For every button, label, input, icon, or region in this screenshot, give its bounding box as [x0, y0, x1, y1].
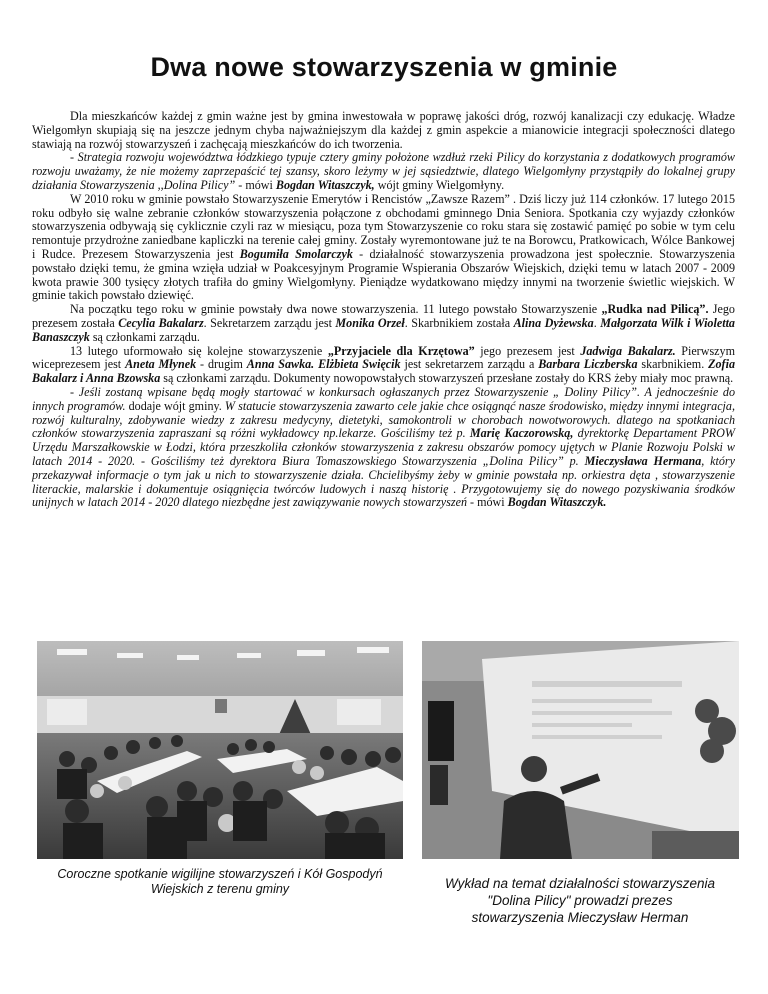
photo-lecture	[422, 641, 739, 859]
text-run: Małgorzata Wilk i Wioletta Banaszczyk	[32, 315, 735, 344]
text-run: Cecylia Bakalarz	[118, 315, 204, 330]
caption-right-line: Wykład na temat działalności stowarzyszenia	[444, 876, 716, 891]
text-run: Barbara Liczberska	[538, 357, 638, 372]
text-run: są członkami zarządu.	[89, 329, 200, 344]
text-run: W statucie stowarzyszenia zawarto cele jakie chce osiągnąć nasze środowisko, między innymi integracja, rozwój kulturalny, zdobywanie wiedzy z zakresu medycyny, dietetyki, samokontroli w chorobach nowotworowych. dlatego na spotkaniach członków stowarzyszenia zapraszani są różni wykładowcy np.lekarze. Gościliśmy też p.	[32, 398, 735, 441]
text-run: . Sekretarzem zarządu jest	[203, 315, 336, 330]
text-run: Jego prezesem została	[32, 302, 735, 330]
text-run: Monika Orzeł	[335, 315, 405, 330]
text-run: Zofia Bakalarz i Anna Bzowska	[32, 357, 735, 386]
text-run: Jadwiga Bakalarz.	[580, 343, 676, 358]
photo-christmas-meeting	[37, 641, 403, 859]
paragraph-quote-strategy	[32, 151, 735, 192]
text-run: . Skarbnikiem została	[404, 315, 514, 330]
text-run: jest sekretarzem zarządu a	[400, 357, 539, 372]
paragraph-zawsze-razem	[32, 193, 735, 303]
text-run: dyrektorkę Departament PROW Urzędu Marszałkowskie w Łodzi, która przeszkoliła członków stowarzyszenia z zakresu obszarów pomocy ujętych w Planie Rozwoju Polski w latach 2014 - 2020. - Gościliśmy też dyrektora Biura Tomaszowskiego Stowarzyszenia „Dolina Pilicy” p.	[32, 426, 735, 468]
text-run: „Przyjaciele dla Krzętowa”	[327, 343, 475, 358]
text-run: Bogumiła Smolarczyk	[239, 246, 353, 261]
text-run: są członkami zarządu. Dokumenty nowopowstałych stowarzyszeń przesłane zostały do KRS żeby miały moc prawną.	[160, 371, 734, 386]
text-run: Bogdan Witaszczyk.	[507, 495, 607, 510]
text-run: Mieczysława Hermana	[584, 453, 702, 468]
caption-right	[415, 875, 745, 926]
text-run: jego prezesem jest	[474, 343, 581, 358]
text-run: Aneta Młynek	[125, 357, 197, 372]
text-run: - drugim	[196, 357, 247, 372]
text-run: .	[593, 315, 601, 330]
caption-left: Coroczne spotkanie wigilijne stowarzyszeń i Kół Gospodyń Wiejskich z terenu gminy	[57, 867, 383, 896]
paragraph-quote-statute	[32, 386, 735, 510]
caption-right-line: "Dolina Pilicy" prowadzi prezes	[487, 893, 673, 908]
text-run: Na początku tego roku w gminie powstały dwa nowe stowarzyszenia. 11 lutego powstało Stowarzyszenie	[70, 302, 602, 317]
text-run: W 2010 roku w gminie powstało Stowarzyszenie Emerytów i Rencistów „Zawsze Razem” . Dziś liczy już 114 członków. 17 lutego 2015 roku odbyło się walne zebranie członków stowarzyszenia połączone z obchodami gminnego Dnia Seniora. Spotkania czy wyjazdy członków stowarzyszenia odbywają się cyklicznie czyli raz w miesiącu, poza tym Stowarzyszenie co roku stara się zostawić pamięć po sobie w tym celu remontuje przydrożne zaniedbane kapliczki na terenie całej gminy. Zostały wyremontowane już te na Borowcu, Pratkowicach, Wólce Bankowej i Rudce. Prezesem Stowarzyszenia jest	[32, 191, 735, 261]
text-run: - Strategia rozwoju województwa łódzkiego typuje cztery gminy położone wzdłuż rzeki Pilicy do korzystania z dodatkowych programów rozwoju uważamy, że nie możemy zaprzepaścić tej szansy, skoro leżymy w jej sąsiedztwie, dlatego Wielgomłyny przystąpiły do lokalnej grupy działania Stowarzyszenia ,,Dolina Pilicy” -	[32, 150, 735, 192]
text-run: 13 lutego uformowało się kolejne stowarzyszenie	[70, 343, 328, 358]
text-run: dodaje wójt gminy.	[125, 398, 225, 413]
text-run: mówi	[477, 495, 508, 510]
article-title: Dwa nowe stowarzyszenia w gminie	[150, 52, 618, 82]
text-run: Marię Kaczorowską,	[469, 426, 574, 441]
caption-right-line: stowarzyszenia Mieczysław Herman	[471, 910, 689, 925]
article-body	[32, 110, 735, 510]
text-run: Pierwszym wiceprezesem jest	[32, 343, 735, 372]
text-run: Anna Sawka. Elżbieta Swięcik	[246, 357, 401, 372]
text-run: „Rudka nad Pilicą”.	[601, 302, 709, 317]
paragraph-krzetow	[32, 345, 735, 386]
text-run: Bogdan Witaszczyk,	[275, 177, 375, 192]
paragraph-intro	[32, 110, 735, 151]
text-run: Dla mieszkańców każdej z gmin ważne jest by gmina inwestowała w poprawę jakości dróg, rozwój kanalizacji czy edukację. Władze Wielgomłyn skupiają się na jeszcze jednym chyba najważniejszym dla każdej z gmin aspekcie a mianowicie integracji społeczności dlatego stawiają na rozwój stowarzyszeń i zachęcają mieszkańców do ich tworzenia.	[32, 109, 735, 151]
lecture-illustration	[422, 641, 739, 859]
text-run: wójt gminy Wielgomłyny.	[374, 177, 505, 192]
text-run: mówi	[245, 177, 276, 192]
text-run: skarbnikiem.	[637, 357, 709, 372]
text-run: , który przekazywał informacje o tym jak u nich to stowarzyszenie działa. Chcielibyśmy żeby w gminie powstała np. orkiestra dęta , stowarzyszenie literackie, malarskie i dokumentuje osiągnięcia twórców ludowych i naszą historię . Przygotowujemy się do nowego pozyskiwania środków unijnych w latach 2014 - 2020 dlatego niezbędne jest zawiązywanie nowych stowarzyszeń -	[32, 453, 735, 510]
paragraph-rudka	[32, 303, 735, 344]
hall-illustration	[37, 641, 403, 859]
text-run: - działalność stowarzyszenia prowadzona jest społecznie. Stowarzyszenia powstało dzięki temu, że gmina wzięła udział w Poakcesyjnym Programie Wspierania Obszarów Wiejskich, dzięki temu w latach 2007 - 2009 kwota prawie 300 tysięcy złotych trafiła do gminy Wielgomłyny. Pieniądze wydatkowano między innymi na tworzenie świetlic wiejskich. W gminie takich powstało dziewięć.	[32, 246, 736, 303]
text-run: - Jeśli zostaną wpisane będą mogły startować w konkursach ogłaszanych przez Stowarzyszenie „ Doliny Pilicy”. A jednocześnie do innych programów.	[32, 384, 735, 413]
text-run: Alina Dyżewska	[513, 315, 594, 330]
